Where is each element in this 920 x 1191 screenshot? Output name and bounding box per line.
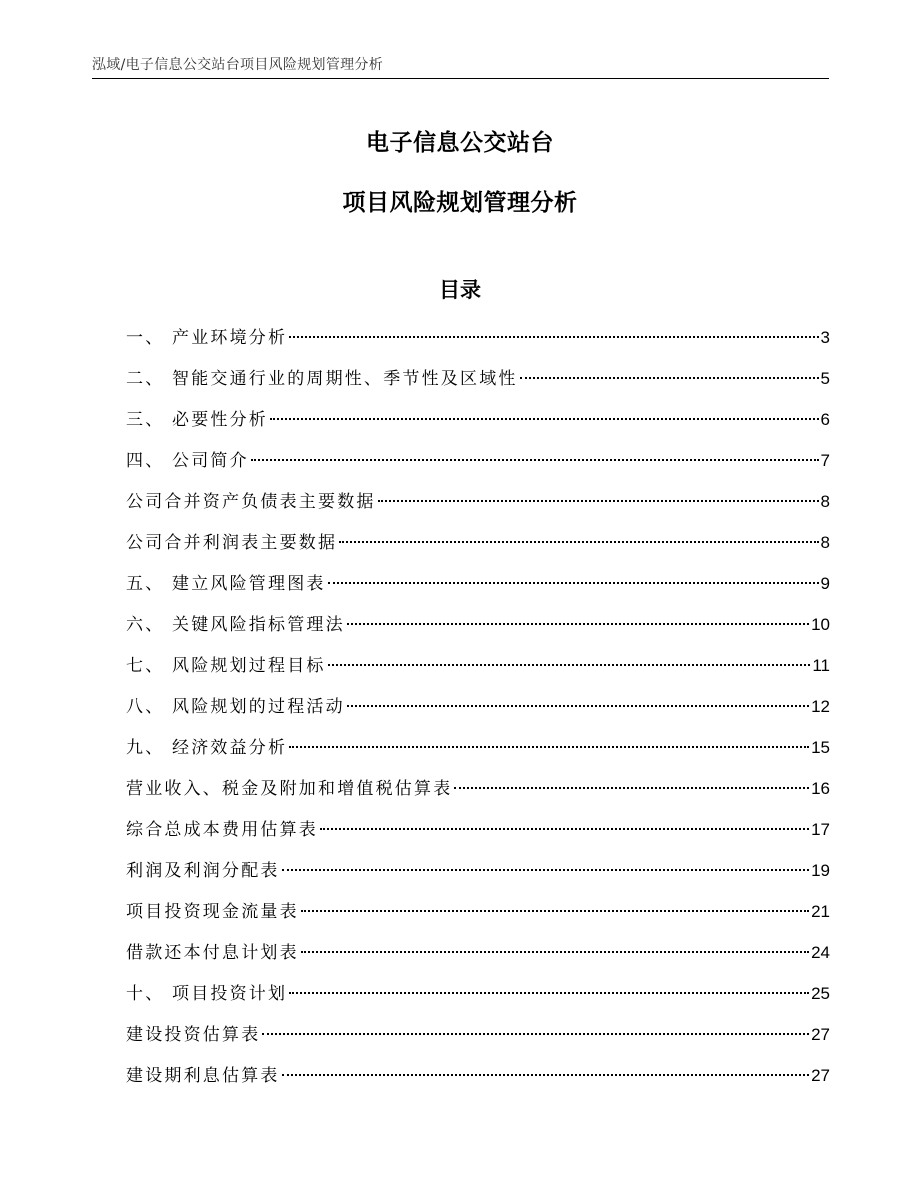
toc-entry[interactable] [126, 857, 830, 898]
toc-entry-label: 二、 智能交通行业的周期性、季节性及区域性 [126, 369, 518, 389]
toc-dot-leader [347, 623, 809, 625]
toc-entry[interactable] [126, 488, 830, 529]
toc-dot-leader [289, 746, 809, 748]
toc-entry[interactable] [126, 365, 830, 406]
toc-entry[interactable] [126, 734, 830, 775]
toc-entry-label: 公司合并资产负债表主要数据 [126, 492, 376, 512]
toc-entry[interactable] [126, 611, 830, 652]
header-divider [92, 78, 829, 79]
toc-entry-label: 利润及利润分配表 [126, 861, 280, 881]
toc-dot-leader [320, 828, 809, 830]
toc-dot-leader [270, 418, 819, 420]
toc-entry[interactable] [126, 652, 830, 693]
toc-dot-leader [282, 869, 809, 871]
toc-entry-label: 九、 经济效益分析 [126, 738, 288, 758]
toc-entry[interactable] [126, 693, 830, 734]
toc-entry-label: 十、 项目投资计划 [126, 984, 288, 1004]
toc-entry-page: 9 [820, 574, 830, 593]
toc-dot-leader [347, 705, 809, 707]
toc-entry-page: 10 [811, 615, 830, 634]
toc-entry-label: 八、 风险规划的过程活动 [126, 697, 345, 717]
toc-dot-leader [328, 582, 819, 584]
toc-entry-page: 24 [811, 943, 830, 962]
toc-entry-page: 5 [820, 369, 830, 388]
toc-dot-leader [378, 500, 819, 502]
toc-entry-label: 公司合并利润表主要数据 [126, 533, 338, 553]
toc-entry-label: 项目投资现金流量表 [126, 902, 299, 922]
toc-dot-leader [251, 459, 819, 461]
toc-entry-page: 16 [811, 779, 830, 798]
toc-dot-leader [328, 664, 811, 666]
toc-entry-page: 15 [811, 738, 830, 757]
toc-entry[interactable] [126, 529, 830, 570]
toc-entry[interactable] [126, 898, 830, 939]
toc-entry-page: 21 [811, 902, 830, 921]
toc-entry-label: 营业收入、税金及附加和增值税估算表 [126, 779, 453, 799]
toc-dot-leader [454, 787, 809, 789]
toc-entry-page: 27 [811, 1025, 830, 1044]
toc-entry-label: 五、 建立风险管理图表 [126, 574, 326, 594]
toc-dot-leader [520, 377, 819, 379]
toc-entry-page: 6 [820, 410, 830, 429]
toc-entry[interactable] [126, 324, 830, 365]
toc-dot-leader [301, 951, 809, 953]
toc-entry-label: 建设期利息估算表 [126, 1066, 280, 1086]
table-of-contents [126, 324, 830, 1103]
toc-entry-page: 11 [812, 656, 830, 675]
toc-entry-page: 27 [811, 1066, 830, 1085]
toc-entry-label: 一、 产业环境分析 [126, 328, 288, 348]
toc-entry-label: 建设投资估算表 [126, 1025, 261, 1045]
toc-dot-leader [262, 1033, 809, 1035]
toc-entry[interactable] [126, 816, 830, 857]
toc-entry-label: 六、 关键风险指标管理法 [126, 615, 345, 635]
toc-entry-label: 七、 风险规划过程目标 [126, 656, 326, 676]
toc-dot-leader [289, 336, 818, 338]
toc-entry[interactable] [126, 775, 830, 816]
document-title-line-1: 电子信息公交站台 [366, 130, 554, 156]
toc-heading: 目录 [439, 278, 481, 302]
toc-entry-page: 19 [811, 861, 830, 880]
toc-entry-page: 8 [820, 492, 830, 511]
toc-entry[interactable] [126, 980, 830, 1021]
toc-entry-label: 综合总成本费用估算表 [126, 820, 318, 840]
toc-entry[interactable] [126, 939, 830, 980]
toc-entry[interactable] [126, 406, 830, 447]
toc-entry-page: 12 [811, 697, 830, 716]
running-header: 泓域/电子信息公交站台项目风险规划管理分析 [92, 57, 384, 73]
toc-entry-page: 17 [811, 820, 830, 839]
toc-entry-label: 借款还本付息计划表 [126, 943, 299, 963]
toc-entry-page: 8 [820, 533, 830, 552]
toc-entry[interactable] [126, 447, 830, 488]
toc-dot-leader [339, 541, 818, 543]
toc-dot-leader [282, 1074, 809, 1076]
toc-entry-label: 四、 公司简介 [126, 451, 249, 471]
toc-entry-page: 7 [820, 451, 830, 470]
toc-entry-page: 3 [820, 328, 830, 347]
toc-dot-leader [301, 910, 809, 912]
toc-entry[interactable] [126, 1021, 830, 1062]
toc-entry-page: 25 [811, 984, 830, 1003]
toc-entry[interactable] [126, 570, 830, 611]
toc-dot-leader [289, 992, 809, 994]
document-title-line-2: 项目风险规划管理分析 [342, 190, 578, 216]
toc-entry[interactable] [126, 1062, 830, 1103]
toc-entry-label: 三、 必要性分析 [126, 410, 269, 430]
